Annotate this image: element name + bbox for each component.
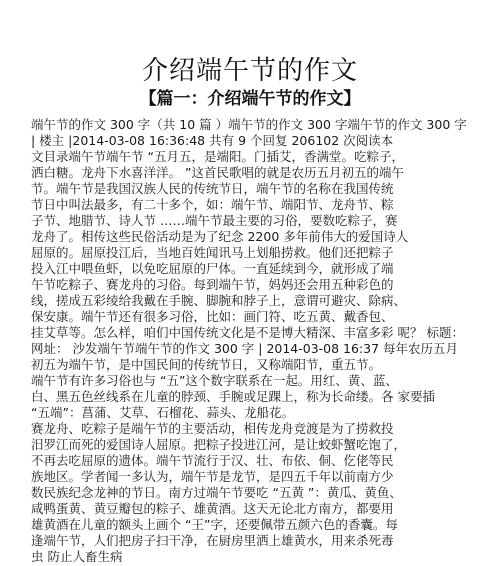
body-line: 初五为端午节，是中国民间的传统节日，又称端阳节，重五节。 — [31, 357, 382, 372]
body-line: 投入江中喂鱼虾，以免吃屈原的尸体。一直延续到今，就形成了端 — [31, 261, 394, 276]
body-line: 咸鸭蛋黄、黄豆瓣包的粽子、雄黄酒。这天无论北方南方，都要用 — [31, 501, 394, 516]
body-line: 族地区。学者闻一多认为，端午节是龙节，是四五千年以前南方少 — [31, 469, 394, 484]
body-line: 节日中叫法最多，有二十多个，如：端午节、端阳节、龙舟节、粽 — [31, 197, 394, 212]
body-line: 汨罗江而死的爱国诗人屈原。把粽子投进江河，是让蛟虾蟹吃饱了， — [31, 437, 407, 452]
document-subtitle: 【篇一：介绍端午节的作文】 — [139, 89, 361, 109]
body-line: 午节吃粽子、赛龙舟的习俗。每到端午节，妈妈还会用五种彩色的 — [31, 277, 394, 292]
body-line: 子节、地腊节、诗人节 ……端午节最主要的习俗，要数吃粽子，赛 — [31, 213, 398, 228]
body-line: 挂艾草等。怎么样，咱们中国传统文化是不是博大精深、丰富多彩 呢？ 标题： — [31, 325, 464, 340]
body-line: 文目录端午节端午节 “五月五，是端阳。门插艾，香满堂。吃粽子， — [31, 149, 404, 164]
body-line: 逢端午节，人们把房子扫干净，在厨房里洒上雄黄水，用来杀死毒 — [31, 533, 394, 548]
body-line: | 楼主 |2014-03-08 16:36:48 共有 9 个回复 206102 次阅读本 — [31, 133, 394, 148]
body-line: 虫 防止人畜生病 — [31, 549, 123, 564]
body-line: 屈原的。屈原投江后，当地百姓闻讯马上划船捞救。他们还把粽子 — [31, 245, 394, 260]
body-line: 端午节有许多习俗也与 “五”这个数字联系在一起。用红、黄、蓝、 — [31, 373, 398, 388]
body-line: 龙舟了。相传这些民俗活动是为了纪念 2200 多年前伟大的爱国诗人 — [31, 229, 409, 244]
body-line: 数民族纪念龙神的节日。南方过端午节要吃 “五黄 ”：黄瓜、黄鱼、 — [31, 485, 402, 500]
document-title: 介绍端午节的作文 — [141, 56, 358, 86]
body-line: “五端”：菖蒲、艾草、石榴花、蒜头、龙船花。 — [31, 405, 294, 420]
body-line: 端午节的作文 300 字（共 10 篇 ）端午节的作文 300 字端午节的作文 300 字 — [31, 117, 467, 132]
body-line: 不再去吃屈原的遗体。端午节流行于汉、壮、布依、侗、仡佬等民 — [31, 453, 394, 468]
body-line: 白、黑五色丝线系在儿童的脖颈、手腕或足踝上，称为长命缕。各 家要插 — [31, 389, 435, 404]
body-line: 雄黄酒在儿童的额头上画个 “王”字，还要佩带五颜六色的香囊。每 — [31, 517, 398, 532]
body-line: 网址： 沙发端午节端午节的作文 300 字 | 2014-03-08 16:37 每年农历五月 — [31, 341, 459, 356]
body-line: 保安康。端午节还有很多习俗，比如：画门符、吃五黄、戴香包、 — [31, 309, 394, 324]
body-line: 赛龙舟、吃粽子是端午节的主要活动，相传龙舟竞渡是为了捞救投 — [31, 421, 394, 436]
body-line: 节。端午节是我国汉族人民的传统节日，端午节的名称在我国传统 — [31, 181, 394, 196]
body-line: 线，搓成五彩绫给我戴在手腕、脚腕和脖子上，意谓可避灾、除病、 — [31, 293, 407, 308]
body-line: 洒白糖。龙舟下水喜洋洋。 ”这首民歌唱的就是农历五月初五的端午 — [31, 165, 404, 180]
